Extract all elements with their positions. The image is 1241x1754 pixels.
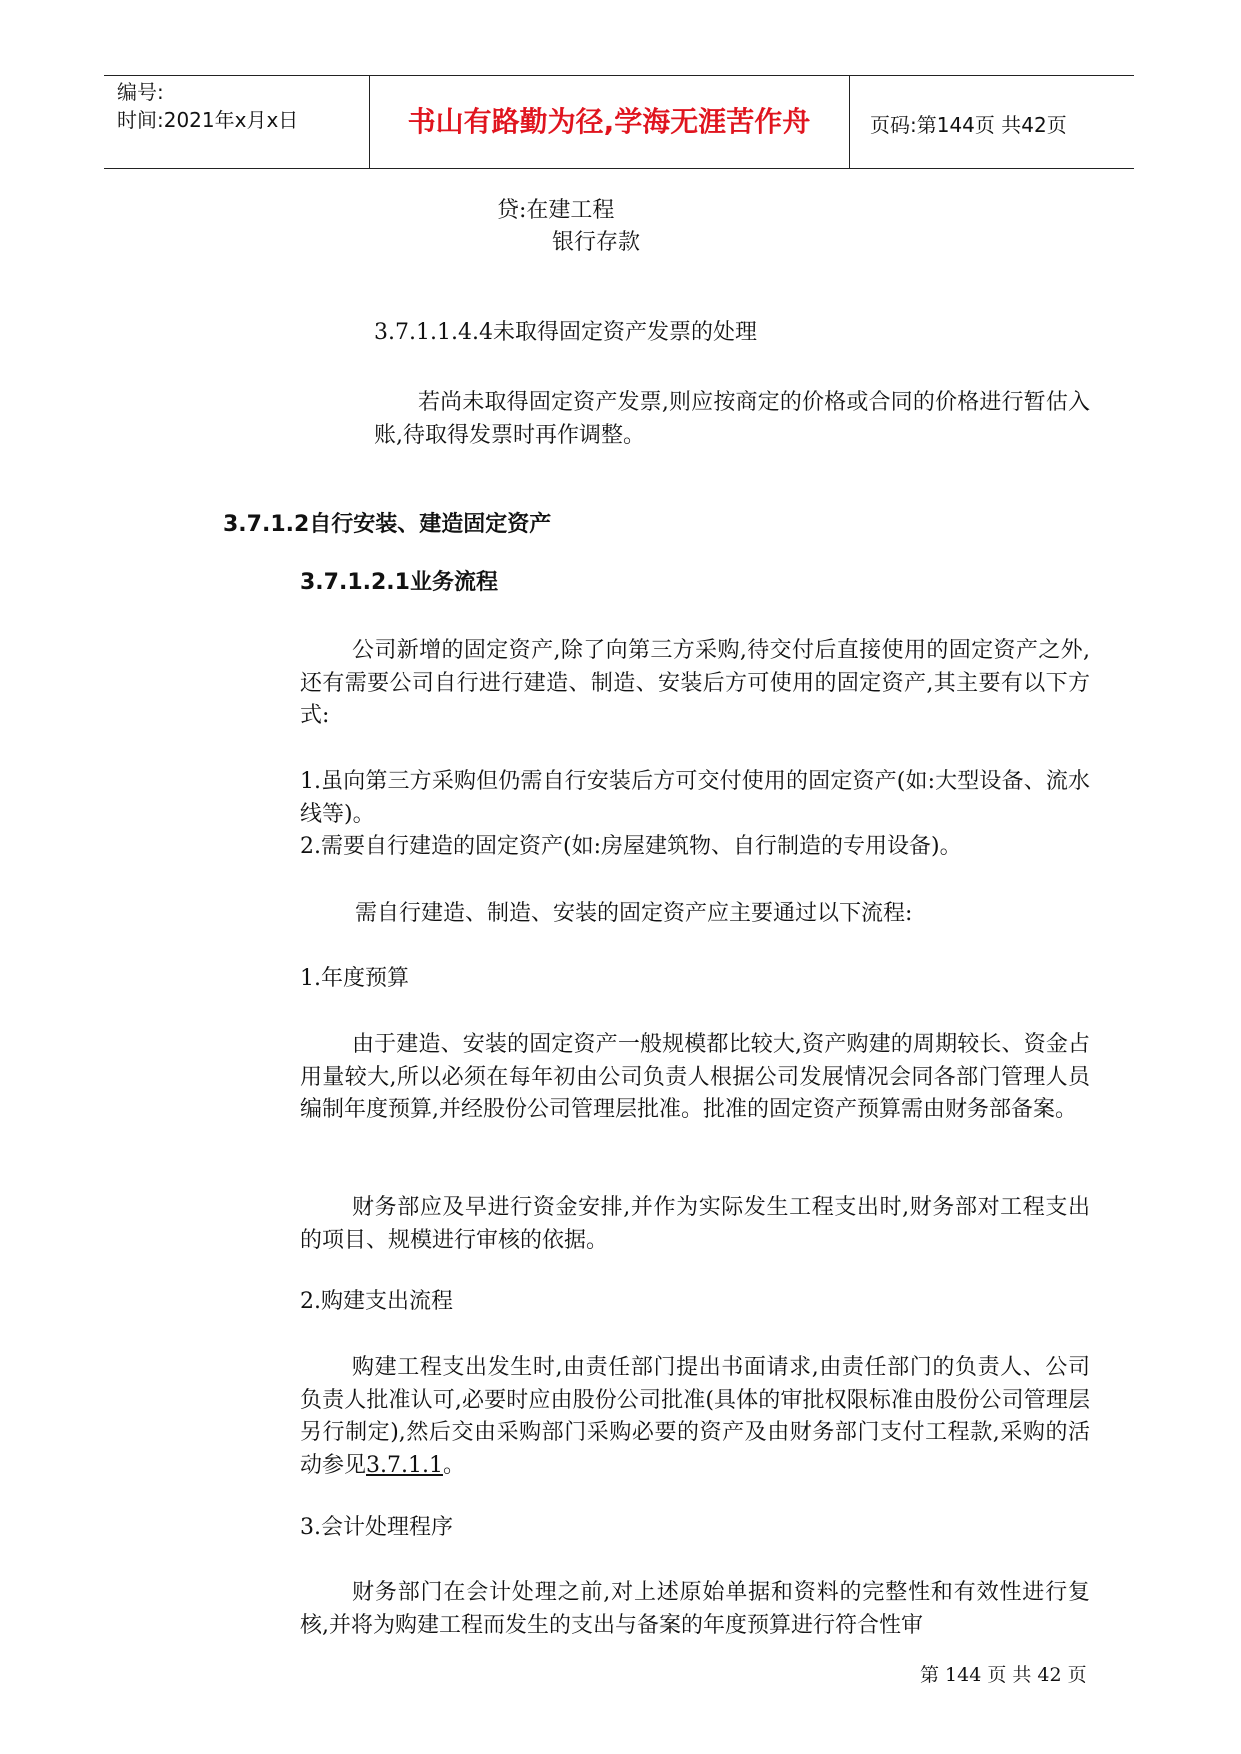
step-2-paragraph bbox=[300, 1352, 1090, 1482]
step-1-title: 1.年度预算 bbox=[300, 966, 409, 991]
header-motto: 书山有路勤为径,学海无涯苦作舟 bbox=[407, 105, 811, 138]
section-reference-link[interactable]: 3.7.1.1 bbox=[366, 1452, 443, 1478]
section-heading-3-7-1-2-1: 3.7.1.2.1业务流程 bbox=[300, 570, 498, 595]
list-item-2: 2.需要自行建造的固定资产(如:房屋建筑物、自行制造的专用设备)。 bbox=[300, 834, 962, 859]
header-bottom-border bbox=[104, 168, 1134, 169]
header-page-label: 页码:第144页 共42页 bbox=[870, 113, 1067, 137]
header-top-border bbox=[104, 75, 1134, 76]
step-3-title: 3.会计处理程序 bbox=[300, 1515, 453, 1540]
paragraph-process-intro: 需自行建造、制造、安装的固定资产应主要通过以下流程: bbox=[355, 901, 913, 926]
step-1-paragraph-2: 财务部应及早进行资金安排,并作为实际发生工程支出时,财务部对工程支出的项目、规模进行审核的依据。 bbox=[300, 1195, 1090, 1253]
page-footer: 第 144 页 共 42 页 bbox=[920, 1664, 1087, 1686]
journal-credit-line: 贷:在建工程 bbox=[497, 198, 615, 223]
journal-credit-line-2: 银行存款 bbox=[552, 230, 641, 255]
list-item-1: 1.虽向第三方采购但仍需自行安装后方可交付使用的固定资产(如:大型设备、流水线等)。 bbox=[300, 769, 1090, 827]
step-3-paragraph: 财务部门在会计处理之前,对上述原始单据和资料的完整性和有效性进行复核,并将为购建工程而发生的支出与备案的年度预算进行符合性审 bbox=[300, 1580, 1090, 1638]
section-heading-3-7-1-1-4-4: 3.7.1.1.4.4未取得固定资产发票的处理 bbox=[374, 320, 757, 345]
section-heading-3-7-1-2: 3.7.1.2自行安装、建造固定资产 bbox=[223, 512, 552, 537]
step-2-title: 2.购建支出流程 bbox=[300, 1289, 453, 1314]
step-2-text: 购建工程支出发生时,由责任部门提出书面请求,由责任部门的负责人、公司负责人批准认可,必要时应由股份公司批准(具体的审批权限标准由股份公司管理层另行制定),然后交由采购部门采购必要的资产及由财务部门支付工程款,采购的活动参见 bbox=[300, 1355, 1090, 1478]
step-1-paragraph-1: 由于建造、安装的固定资产一般规模都比较大,资产购建的周期较长、资金占用量较大,所以必须在每年初由公司负责人根据公司发展情况会同各部门管理人员编制年度预算,并经股份公司管理层批准。批准的固定资产预算需由财务部备案。 bbox=[300, 1032, 1090, 1122]
paragraph-invoice-handling: 若尚未取得固定资产发票,则应按商定的价格或合同的价格进行暂估入账,待取得发票时再作调整。 bbox=[374, 390, 1090, 448]
header-divider-right bbox=[849, 75, 850, 169]
document-number-label: 编号: bbox=[117, 80, 164, 104]
header-meta bbox=[117, 78, 298, 134]
document-time-label: 时间:2021年x月x日 bbox=[117, 108, 299, 132]
paragraph-intro: 公司新增的固定资产,除了向第三方采购,待交付后直接使用的固定资产之外,还有需要公司自行进行建造、制造、安装后方可使用的固定资产,其主要有以下方式: bbox=[300, 638, 1090, 728]
step-2-end: 。 bbox=[442, 1452, 465, 1478]
